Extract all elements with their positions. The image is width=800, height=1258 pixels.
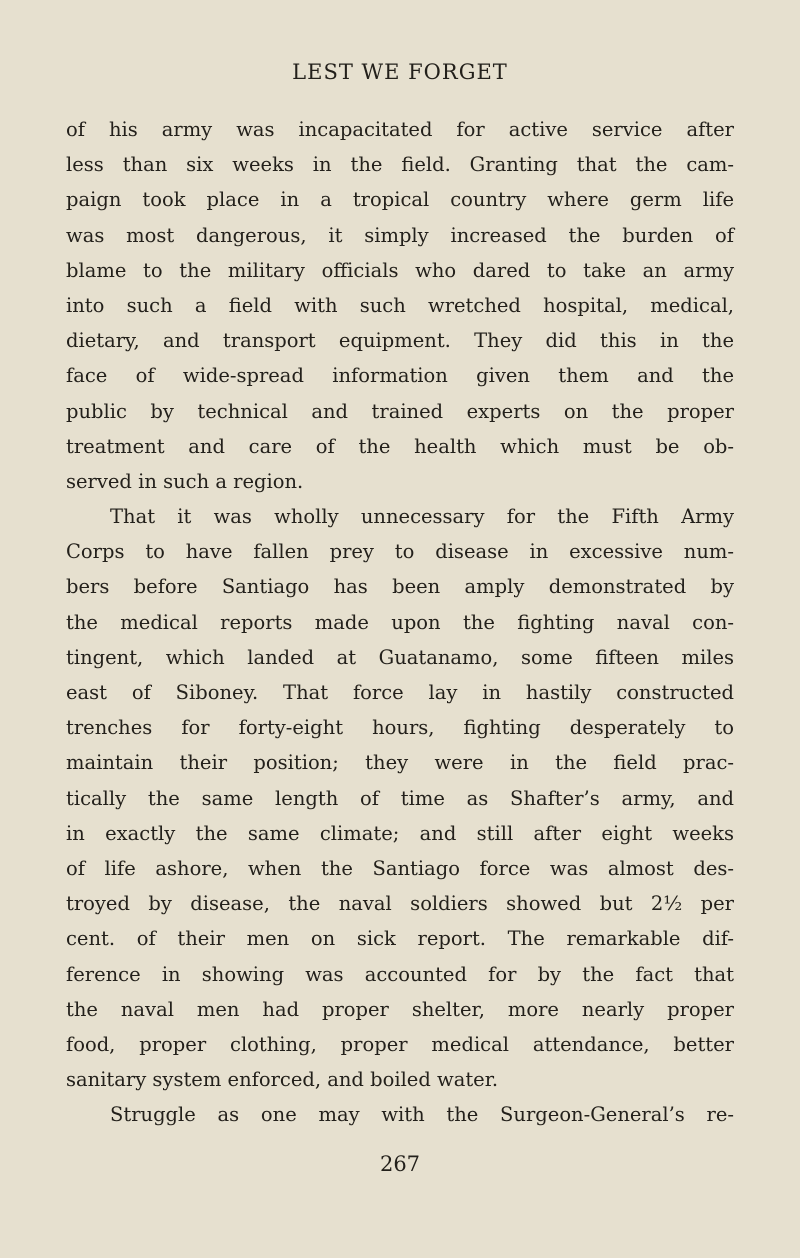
text-line: in exactly the same climate; and still after eight weeks bbox=[66, 821, 734, 845]
text-line: food, proper clothing, proper medical attendance, better bbox=[66, 1032, 734, 1056]
text-line: treatment and care of the health which must be ob- bbox=[66, 434, 734, 458]
text-line: Corps to have fallen prey to disease in excessive num- bbox=[66, 540, 734, 564]
text-line: the medical reports made upon the fighting naval con- bbox=[66, 610, 734, 634]
text-line: served in such a region. bbox=[66, 469, 304, 493]
running-head: LEST WE FORGET bbox=[292, 60, 508, 84]
text-line: sanitary system enforced, and boiled water. bbox=[66, 1068, 499, 1092]
text-line: trenches for forty-eight hours, fighting desperately to bbox=[66, 716, 734, 740]
text-line: public by technical and trained experts on the proper bbox=[66, 399, 734, 423]
text-line: Struggle as one may with the Surgeon-General’s re- bbox=[110, 1103, 734, 1127]
text-line: tically the same length of time as Shafter’s army, and bbox=[66, 786, 734, 810]
page-number: 267 bbox=[379, 1152, 421, 1176]
text-line: troyed by disease, the naval soldiers showed but 2½ per bbox=[66, 892, 734, 916]
body-text bbox=[66, 112, 734, 1132]
text-line: cent. of their men on sick report. The remarkable dif- bbox=[66, 927, 734, 951]
text-line: east of Siboney. That force lay in hastily constructed bbox=[66, 681, 734, 704]
text-line: face of wide-spread information given them and the bbox=[66, 364, 734, 388]
text-line: ference in showing was accounted for by the fact that bbox=[66, 962, 734, 986]
text-line: of life ashore, when the Santiago force was almost des- bbox=[66, 856, 734, 880]
text-line: bers before Santiago has been amply demonstrated by bbox=[66, 575, 734, 599]
text-line: maintain their position; they were in the field prac- bbox=[66, 751, 734, 775]
text-line: That it was wholly unnecessary for the Fifth Army bbox=[110, 505, 734, 529]
text-line: less than six weeks in the field. Granting that the cam- bbox=[66, 153, 734, 177]
text-line: dietary, and transport equipment. They did this in the bbox=[66, 329, 734, 353]
text-line: tingent, which landed at Guatanamo, some fifteen miles bbox=[66, 645, 734, 669]
text-line: the naval men had proper shelter, more nearly proper bbox=[66, 997, 734, 1021]
text-line: was most dangerous, it simply increased the burden of bbox=[66, 223, 734, 247]
text-line: blame to the military officials who dared to take an army bbox=[66, 258, 734, 282]
text-line: of his army was incapacitated for active service after bbox=[66, 118, 734, 141]
text-line: paign took place in a tropical country where germ life bbox=[66, 188, 734, 212]
text-line: into such a field with such wretched hospital, medical, bbox=[66, 293, 734, 317]
